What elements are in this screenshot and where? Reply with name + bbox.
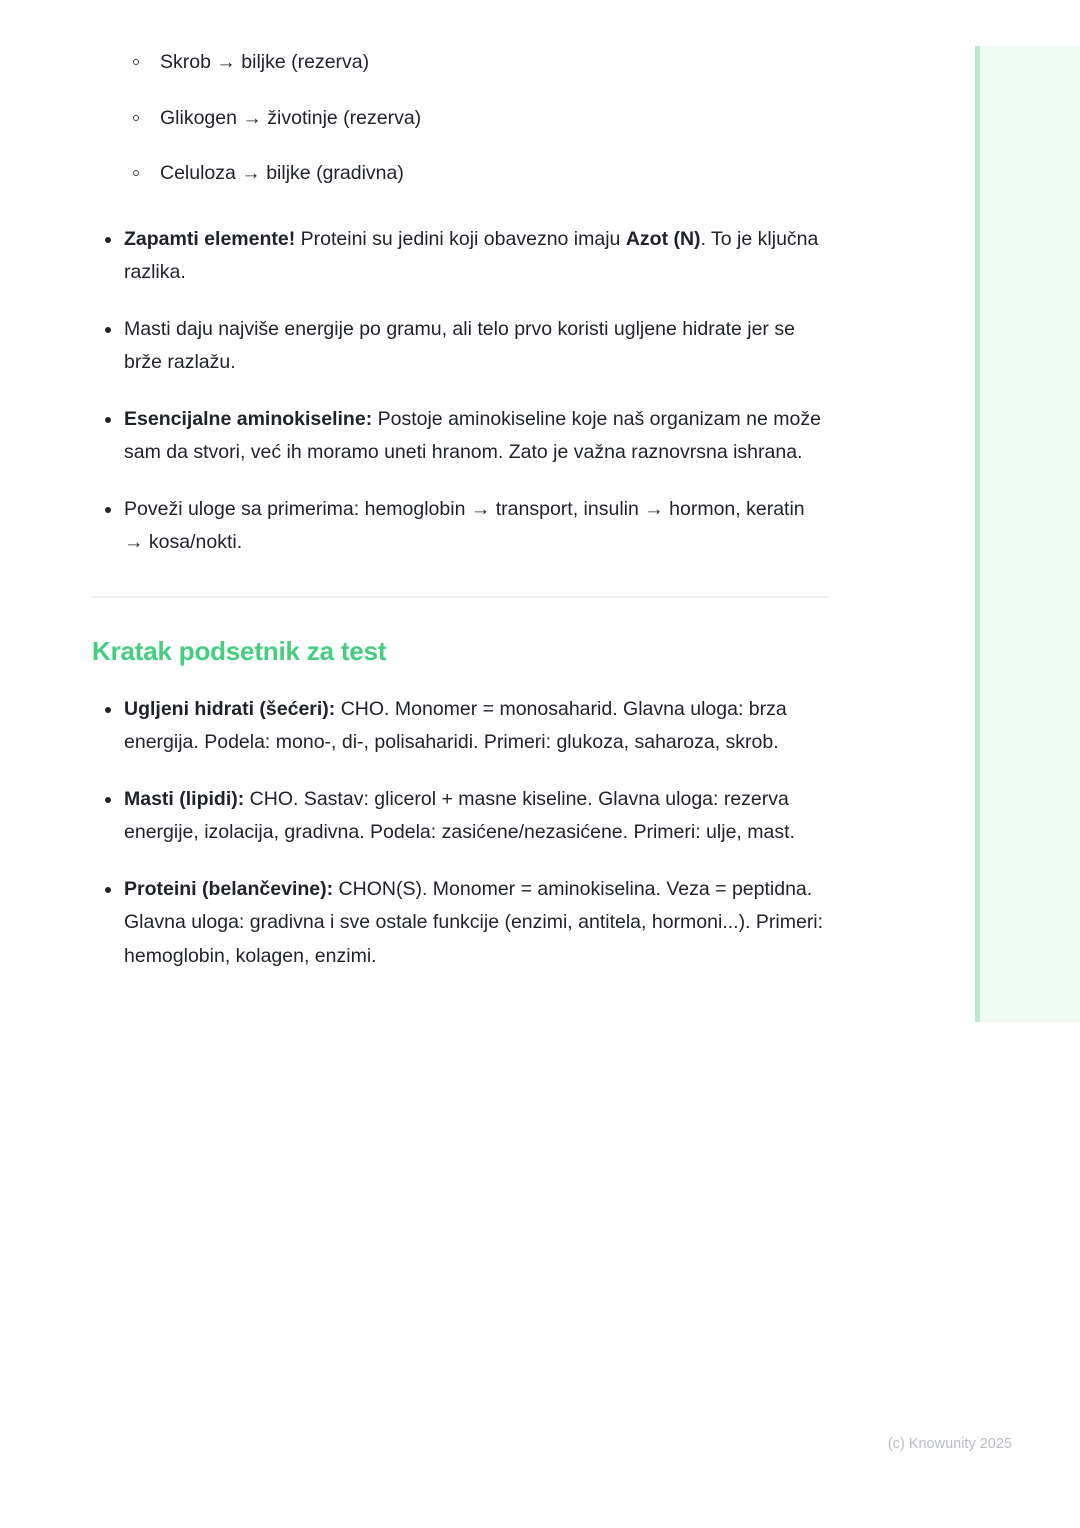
bullet-text: Masti daju najviše energije po gramu, ali telo prvo koristi ugljene hidrate jer se brže razlažu.	[124, 317, 795, 373]
list-item	[92, 223, 828, 290]
list-item	[92, 313, 828, 380]
bullet-lead: Proteini (belančevine):	[124, 877, 334, 900]
bullet-text: Postoje aminokiseline koje naš organizam ne može sam da stvori, već ih moramo uneti hranom. Zato je važna raznovrsna ishrana.	[124, 407, 821, 463]
notes-bullet-list	[92, 223, 828, 560]
decorative-side-panel	[975, 46, 1080, 1022]
bullet-text: CHON(S). Monomer = aminokiselina. Veza = peptidna. Glavna uloga: gradivna i sve ostale funkcije (enzimi, antitela, hormoni...). Primeri: hemoglobin, kolagen, enzimi.	[124, 877, 824, 967]
bullet-text: Poveži uloge sa primerima: hemoglobin → transport, insulin → hormon, keratin → kosa/nokti.	[124, 497, 805, 553]
bullet-emphasis: Azot (N)	[625, 227, 701, 250]
list-item	[92, 157, 828, 191]
bullet-text: Proteini su jedini koji obavezno imaju	[295, 227, 626, 250]
copyright-footer: (c) Knowunity 2025	[887, 1436, 1012, 1452]
list-item	[92, 783, 828, 850]
sub-bullet-text: Skrob → biljke (rezerva)	[160, 51, 370, 73]
list-item	[92, 493, 828, 560]
spacer	[92, 598, 828, 636]
bullet-lead: Zapamti elemente!	[124, 227, 296, 250]
bullet-text-tail: . To je ključna razlika.	[124, 227, 819, 283]
document-content	[92, 46, 828, 973]
sub-bullet-text: Celuloza → biljke (gradivna)	[160, 162, 404, 184]
bullet-text: CHO. Monomer = monosaharid. Glavna uloga: brza energija. Podela: mono-, di-, polisaharidi. Primeri: glukoza, saharoza, skrob.	[124, 697, 787, 754]
bullet-lead: Ugljeni hidrati (šećeri):	[124, 697, 336, 720]
bullet-lead: Esencijalne aminokiseline:	[124, 407, 373, 430]
list-item	[92, 873, 828, 974]
summary-bullet-list	[92, 693, 828, 974]
list-item	[92, 403, 828, 470]
list-item	[92, 693, 828, 760]
spacer	[92, 667, 828, 693]
list-item	[92, 46, 828, 80]
sub-bullet-text: Glikogen → životinje (rezerva)	[160, 106, 422, 129]
bullet-text: CHO. Sastav: glicerol + masne kiseline. Glavna uloga: rezerva energije, izolacija, gradivna. Podela: zasićene/nezasićene. Primeri: ulje, mast.	[124, 787, 795, 844]
page-title: Kratak podsetnik za test	[92, 635, 387, 666]
bullet-lead: Masti (lipidi):	[124, 787, 245, 810]
sub-bullet-list	[92, 46, 828, 191]
list-item	[92, 102, 828, 136]
spacer	[92, 560, 828, 596]
